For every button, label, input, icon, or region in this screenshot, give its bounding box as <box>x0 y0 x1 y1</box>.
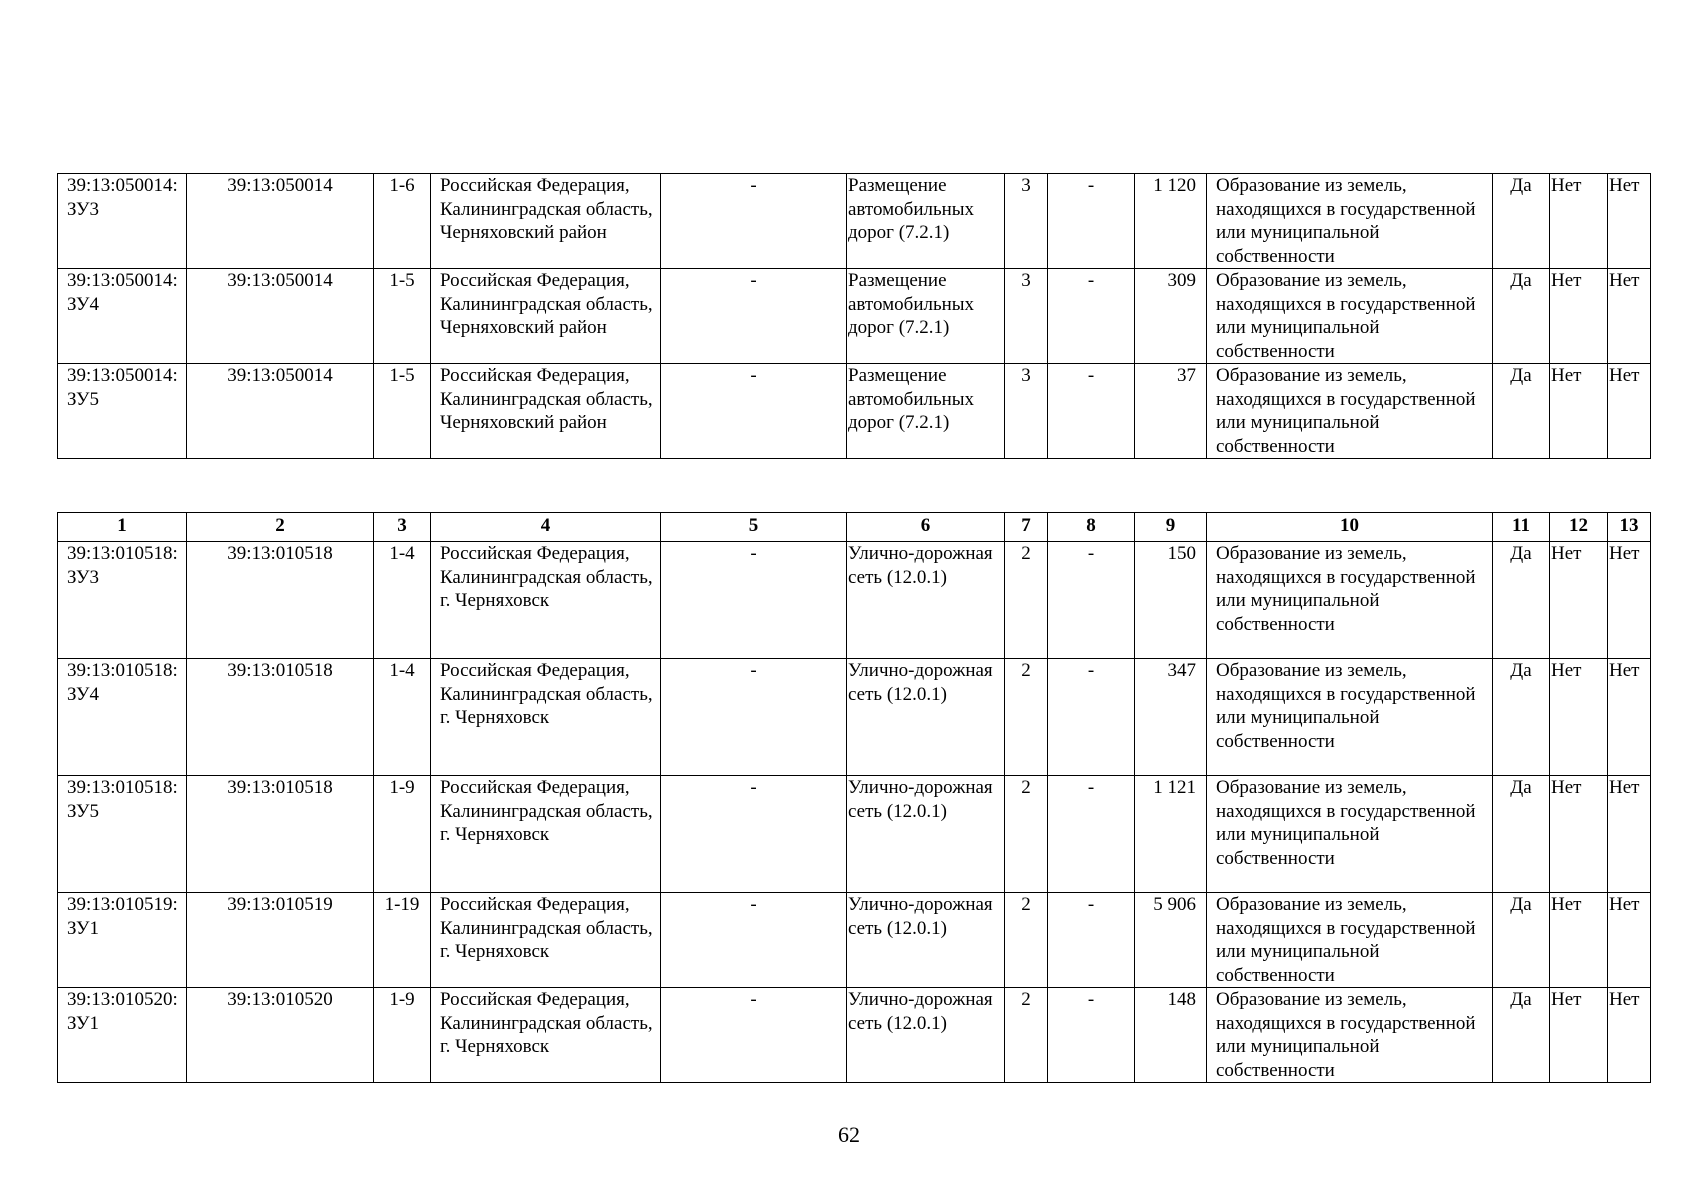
cell-land-use-type: Улично-дорожная сеть (12.0.1) <box>847 542 1005 659</box>
cell-address: Российская Федерация, Калининградская область, г. Черняховск <box>431 988 661 1083</box>
column-number-header: 8 <box>1048 513 1135 542</box>
cell-flag-13: Нет <box>1608 893 1651 988</box>
cell-flag-11: Да <box>1493 893 1550 988</box>
column-number-header: 11 <box>1493 513 1550 542</box>
cell-quarter-number: 39:13:010518 <box>187 659 374 776</box>
column-number-header: 10 <box>1207 513 1493 542</box>
cell-formation-method: Образование из земель, находящихся в государственной или муниципальной собственности <box>1207 174 1493 269</box>
cell-flag-11: Да <box>1493 542 1550 659</box>
cell-dash-col: - <box>1048 174 1135 269</box>
cell-category: 2 <box>1005 659 1048 776</box>
cell-quarter-number: 39:13:010520 <box>187 988 374 1083</box>
cell-category: 2 <box>1005 776 1048 893</box>
cell-category: 3 <box>1005 174 1048 269</box>
cell-address: Российская Федерация, Калининградская область, г. Черняховск <box>431 542 661 659</box>
cell-land-use-type: Улично-дорожная сеть (12.0.1) <box>847 893 1005 988</box>
cell-flag-11: Да <box>1493 776 1550 893</box>
cell-flag-12: Нет <box>1550 542 1608 659</box>
cell-land-use-type: Размещение автомобильных дорог (7.2.1) <box>847 174 1005 269</box>
cell-quarter-number: 39:13:010519 <box>187 893 374 988</box>
cell-point-range: 1-4 <box>374 542 431 659</box>
cell-area: 1 120 <box>1135 174 1207 269</box>
parcel-table-continued <box>57 173 1651 459</box>
cell-empty-col: - <box>661 988 847 1083</box>
page-number: 62 <box>838 1122 860 1147</box>
cell-point-range: 1-9 <box>374 988 431 1083</box>
cell-address: Российская Федерация, Калининградская область, г. Черняховск <box>431 659 661 776</box>
cell-flag-13: Нет <box>1608 174 1651 269</box>
cell-flag-13: Нет <box>1608 364 1651 459</box>
cell-cadastral-id: 39:13:010518: ЗУ5 <box>58 776 187 893</box>
cell-flag-11: Да <box>1493 659 1550 776</box>
cell-area: 150 <box>1135 542 1207 659</box>
cell-flag-11: Да <box>1493 988 1550 1083</box>
cell-area: 347 <box>1135 659 1207 776</box>
cell-empty-col: - <box>661 659 847 776</box>
cell-area: 1 121 <box>1135 776 1207 893</box>
cell-empty-col: - <box>661 776 847 893</box>
cell-cadastral-id: 39:13:010518: ЗУ3 <box>58 542 187 659</box>
cell-point-range: 1-19 <box>374 893 431 988</box>
cell-cadastral-id: 39:13:050014: ЗУ4 <box>58 269 187 364</box>
table-row <box>58 269 1651 364</box>
cell-formation-method: Образование из земель, находящихся в государственной или муниципальной собственности <box>1207 542 1493 659</box>
cell-flag-13: Нет <box>1608 988 1651 1083</box>
table-row <box>58 364 1651 459</box>
column-number-header: 3 <box>374 513 431 542</box>
cell-quarter-number: 39:13:050014 <box>187 174 374 269</box>
cell-address: Российская Федерация, Калининградская область, Черняховский район <box>431 174 661 269</box>
column-number-header: 13 <box>1608 513 1651 542</box>
cell-flag-12: Нет <box>1550 988 1608 1083</box>
cell-category: 2 <box>1005 893 1048 988</box>
cell-formation-method: Образование из земель, находящихся в государственной или муниципальной собственности <box>1207 269 1493 364</box>
cell-flag-12: Нет <box>1550 659 1608 776</box>
cell-quarter-number: 39:13:010518 <box>187 542 374 659</box>
cell-empty-col: - <box>661 364 847 459</box>
table-row <box>58 988 1651 1083</box>
column-number-row <box>58 513 1651 542</box>
cell-flag-11: Да <box>1493 364 1550 459</box>
cell-point-range: 1-4 <box>374 659 431 776</box>
cell-flag-12: Нет <box>1550 174 1608 269</box>
cell-flag-13: Нет <box>1608 659 1651 776</box>
table-row <box>58 776 1651 893</box>
cell-land-use-type: Размещение автомобильных дорог (7.2.1) <box>847 364 1005 459</box>
cell-flag-13: Нет <box>1608 542 1651 659</box>
cell-quarter-number: 39:13:010518 <box>187 776 374 893</box>
cell-formation-method: Образование из земель, находящихся в государственной или муниципальной собственности <box>1207 893 1493 988</box>
cell-cadastral-id: 39:13:010519: ЗУ1 <box>58 893 187 988</box>
cell-area: 309 <box>1135 269 1207 364</box>
cell-land-use-type: Улично-дорожная сеть (12.0.1) <box>847 988 1005 1083</box>
cell-area: 37 <box>1135 364 1207 459</box>
cell-dash-col: - <box>1048 893 1135 988</box>
table-row <box>58 659 1651 776</box>
column-number-header: 7 <box>1005 513 1048 542</box>
cell-flag-12: Нет <box>1550 269 1608 364</box>
cell-cadastral-id: 39:13:010518: ЗУ4 <box>58 659 187 776</box>
cell-empty-col: - <box>661 893 847 988</box>
parcel-table <box>57 512 1651 1083</box>
table-row <box>58 893 1651 988</box>
cell-dash-col: - <box>1048 364 1135 459</box>
cell-category: 2 <box>1005 988 1048 1083</box>
cell-area: 5 906 <box>1135 893 1207 988</box>
cell-flag-11: Да <box>1493 174 1550 269</box>
cell-quarter-number: 39:13:050014 <box>187 364 374 459</box>
cell-quarter-number: 39:13:050014 <box>187 269 374 364</box>
cell-category: 3 <box>1005 269 1048 364</box>
cell-point-range: 1-6 <box>374 174 431 269</box>
cell-flag-12: Нет <box>1550 364 1608 459</box>
cell-point-range: 1-5 <box>374 364 431 459</box>
cell-cadastral-id: 39:13:050014: ЗУ5 <box>58 364 187 459</box>
column-number-header: 9 <box>1135 513 1207 542</box>
column-number-header: 1 <box>58 513 187 542</box>
cell-flag-13: Нет <box>1608 776 1651 893</box>
column-number-header: 5 <box>661 513 847 542</box>
cell-land-use-type: Размещение автомобильных дорог (7.2.1) <box>847 269 1005 364</box>
cell-empty-col: - <box>661 269 847 364</box>
cell-formation-method: Образование из земель, находящихся в государственной или муниципальной собственности <box>1207 988 1493 1083</box>
column-number-header: 2 <box>187 513 374 542</box>
cell-flag-12: Нет <box>1550 893 1608 988</box>
table-row <box>58 542 1651 659</box>
cell-address: Российская Федерация, Калининградская область, Черняховский район <box>431 364 661 459</box>
cell-land-use-type: Улично-дорожная сеть (12.0.1) <box>847 776 1005 893</box>
cell-formation-method: Образование из земель, находящихся в государственной или муниципальной собственности <box>1207 364 1493 459</box>
cell-dash-col: - <box>1048 988 1135 1083</box>
cell-point-range: 1-9 <box>374 776 431 893</box>
cell-dash-col: - <box>1048 542 1135 659</box>
cell-dash-col: - <box>1048 269 1135 364</box>
column-number-header: 12 <box>1550 513 1608 542</box>
cell-flag-11: Да <box>1493 269 1550 364</box>
cell-formation-method: Образование из земель, находящихся в государственной или муниципальной собственности <box>1207 659 1493 776</box>
cell-formation-method: Образование из земель, находящихся в государственной или муниципальной собственности <box>1207 776 1493 893</box>
cell-cadastral-id: 39:13:010520: ЗУ1 <box>58 988 187 1083</box>
cell-flag-12: Нет <box>1550 776 1608 893</box>
table-row <box>58 174 1651 269</box>
cell-area: 148 <box>1135 988 1207 1083</box>
cell-address: Российская Федерация, Калининградская область, г. Черняховск <box>431 776 661 893</box>
cell-cadastral-id: 39:13:050014: ЗУ3 <box>58 174 187 269</box>
cell-empty-col: - <box>661 174 847 269</box>
column-number-header: 4 <box>431 513 661 542</box>
column-number-header: 6 <box>847 513 1005 542</box>
cell-address: Российская Федерация, Калининградская область, г. Черняховск <box>431 893 661 988</box>
cell-land-use-type: Улично-дорожная сеть (12.0.1) <box>847 659 1005 776</box>
cell-dash-col: - <box>1048 776 1135 893</box>
cell-flag-13: Нет <box>1608 269 1651 364</box>
cell-empty-col: - <box>661 542 847 659</box>
cell-category: 2 <box>1005 542 1048 659</box>
cell-dash-col: - <box>1048 659 1135 776</box>
cell-address: Российская Федерация, Калининградская область, Черняховский район <box>431 269 661 364</box>
cell-point-range: 1-5 <box>374 269 431 364</box>
cell-category: 3 <box>1005 364 1048 459</box>
